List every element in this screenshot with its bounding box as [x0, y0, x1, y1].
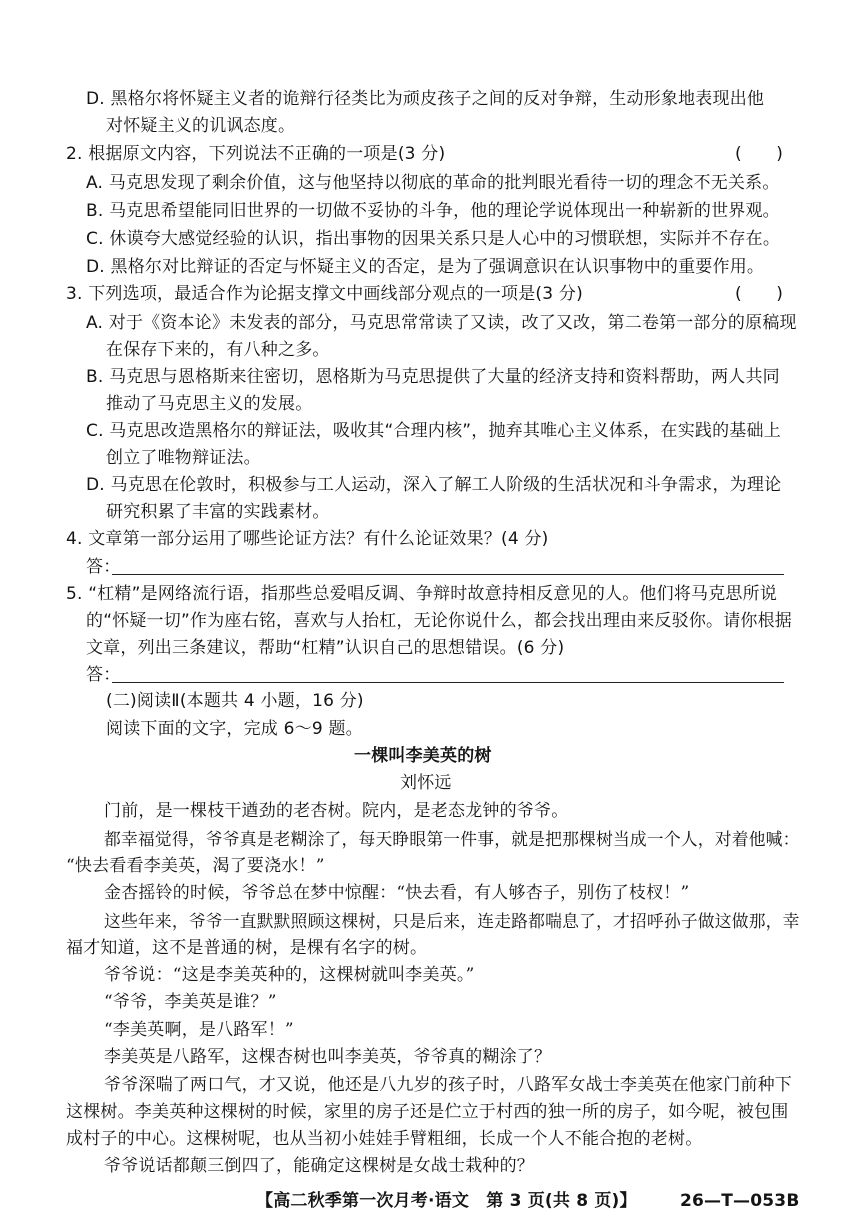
- story-paragraph-4-line1: 这些年来，爷爷一直默默照顾这棵树，只是后来，连走路都喘息了，才招呼孙子做这做那，幸: [104, 911, 800, 931]
- section2-instruction: 阅读下面的文字，完成 6～9 题。: [106, 719, 363, 739]
- q5-stem-line3: 文章，列出三条建议，帮助“杠精”认识自己的思想错误。(6 分): [86, 638, 565, 658]
- q3-option-a-line1: A. 对于《资本论》未发表的部分，马克思常常读了又读，改了又改，第二卷第一部分的原稿现: [86, 313, 797, 333]
- story-paragraph-7: “李美英啊，是八路军！”: [104, 1020, 294, 1040]
- q4-answer-label: 答：: [86, 557, 121, 577]
- q1-option-d-line1: D. 黑格尔将怀疑主义者的诡辩行径类比为顽皮孩子之间的反对争辩，生动形象地表现出他: [86, 89, 765, 109]
- story-paragraph-5: 爷爷说：“这是李美英种的，这棵树就叫李美英。”: [104, 965, 475, 985]
- story-paragraph-9-line3: 成村子的中心。这棵树呢，也从当初小娃娃手臂粗细，长成一个人不能合抱的老树。: [66, 1129, 703, 1149]
- q2-option-b: B. 马克思希望能同旧世界的一切做不妥协的斗争，他的理论学说体现出一种崭新的世界观。: [86, 201, 780, 221]
- q4-stem: 4. 文章第一部分运用了哪些论证方法？有什么论证效果？(4 分): [66, 529, 549, 549]
- q3-option-c-line2: 创立了唯物辩证法。: [106, 448, 261, 468]
- story-paragraph-2-line1: 都幸福觉得，爷爷真是老糊涂了，每天睁眼第一件事，就是把那棵树当成一个人，对着他喊：: [104, 829, 800, 849]
- story-paragraph-10: 爷爷说话都颠三倒四了，能确定这棵树是女战士栽种的？: [104, 1156, 534, 1176]
- q3-option-a-line2: 在保存下来的，有八种之多。: [106, 340, 330, 360]
- story-paragraph-8: 李美英是八路军，这棵杏树也叫李美英，爷爷真的糊涂了？: [104, 1047, 552, 1067]
- q3-option-b-line2: 推动了马克思主义的发展。: [106, 394, 313, 414]
- q3-stem: 3. 下列选项，最适合作为论据支撑文中画线部分观点的一项是(3 分): [66, 284, 583, 304]
- q5-answer-line: [112, 682, 784, 683]
- q2-answer-paren: ( ): [735, 144, 784, 164]
- q1-option-d-line2: 对怀疑主义的讥讽态度。: [106, 116, 296, 136]
- q3-option-d-line1: D. 马克思在伦敦时，积极参与工人运动，深入了解工人阶级的生活状况和斗争需求，为理论: [86, 475, 782, 495]
- q5-answer-label: 答：: [86, 665, 121, 685]
- story-paragraph-9-line1: 爷爷深喘了两口气，才又说，他还是八九岁的孩子时，八路军女战士李美英在他家门前种下: [104, 1075, 792, 1095]
- q5-stem-line2: 的“怀疑一切”作为座右铭，喜欢与人抬杠，无论你说什么，都会找出理由来反驳你。请你根据: [86, 611, 793, 631]
- story-paragraph-6: “爷爷，李美英是谁？”: [104, 992, 277, 1012]
- q2-option-d: D. 黑格尔对比辩证的否定与怀疑主义的否定，是为了强调意识在认识事物中的重要作用。: [86, 257, 765, 277]
- story-author: 刘怀远: [400, 773, 452, 793]
- footer-paper-code: 26—T—053B: [680, 1191, 800, 1211]
- section2-heading: (二)阅读Ⅱ(本题共 4 小题，16 分): [106, 691, 364, 711]
- q3-option-c-line1: C. 马克思改造黑格尔的辩证法，吸收其“合理内核”，抛弃其唯心主义体系，在实践的基础上: [86, 421, 781, 441]
- q2-stem: 2. 根据原文内容，下列说法不正确的一项是(3 分): [66, 144, 446, 164]
- story-paragraph-4-line2: 福才知道，这不是普通的树，是棵有名字的树。: [66, 938, 428, 958]
- q5-stem-line1: 5. “杠精”是网络流行语，指那些总爱唱反调、争辩时故意持相反意见的人。他们将马克思所说: [66, 584, 778, 604]
- q2-option-a: A. 马克思发现了剩余价值，这与他坚持以彻底的革命的批判眼光看待一切的理念不无关系。: [86, 173, 780, 193]
- q4-answer-line: [112, 574, 784, 575]
- footer-exam-info: 【高二秋季第一次月考·语文 第 3 页(共 8 页)】: [256, 1191, 637, 1211]
- q2-option-c: C. 休谟夸大感觉经验的认识，指出事物的因果关系只是人心中的习惯联想，实际并不存在。: [86, 229, 781, 249]
- story-title: 一棵叫李美英的树: [354, 746, 492, 766]
- story-paragraph-2-line2: “快去看看李美英，渴了要浇水！”: [66, 856, 325, 876]
- story-paragraph-1: 门前，是一棵枝干遒劲的老杏树。院内，是老态龙钟的爷爷。: [104, 801, 569, 821]
- q3-option-d-line2: 研究积累了丰富的实践素材。: [106, 502, 330, 522]
- story-paragraph-9-line2: 这棵树。李美英种这棵树的时候，家里的房子还是伫立于村西的独一所的房子，如今呢，被包围: [66, 1102, 789, 1122]
- story-paragraph-3: 金杏摇铃的时候，爷爷总在梦中惊醒：“快去看，有人够杏子，别伤了枝杈！”: [104, 883, 690, 903]
- q3-answer-paren: ( ): [735, 284, 784, 304]
- q3-option-b-line1: B. 马克思与恩格斯来往密切，恩格斯为马克思提供了大量的经济支持和资料帮助，两人共同: [86, 367, 780, 387]
